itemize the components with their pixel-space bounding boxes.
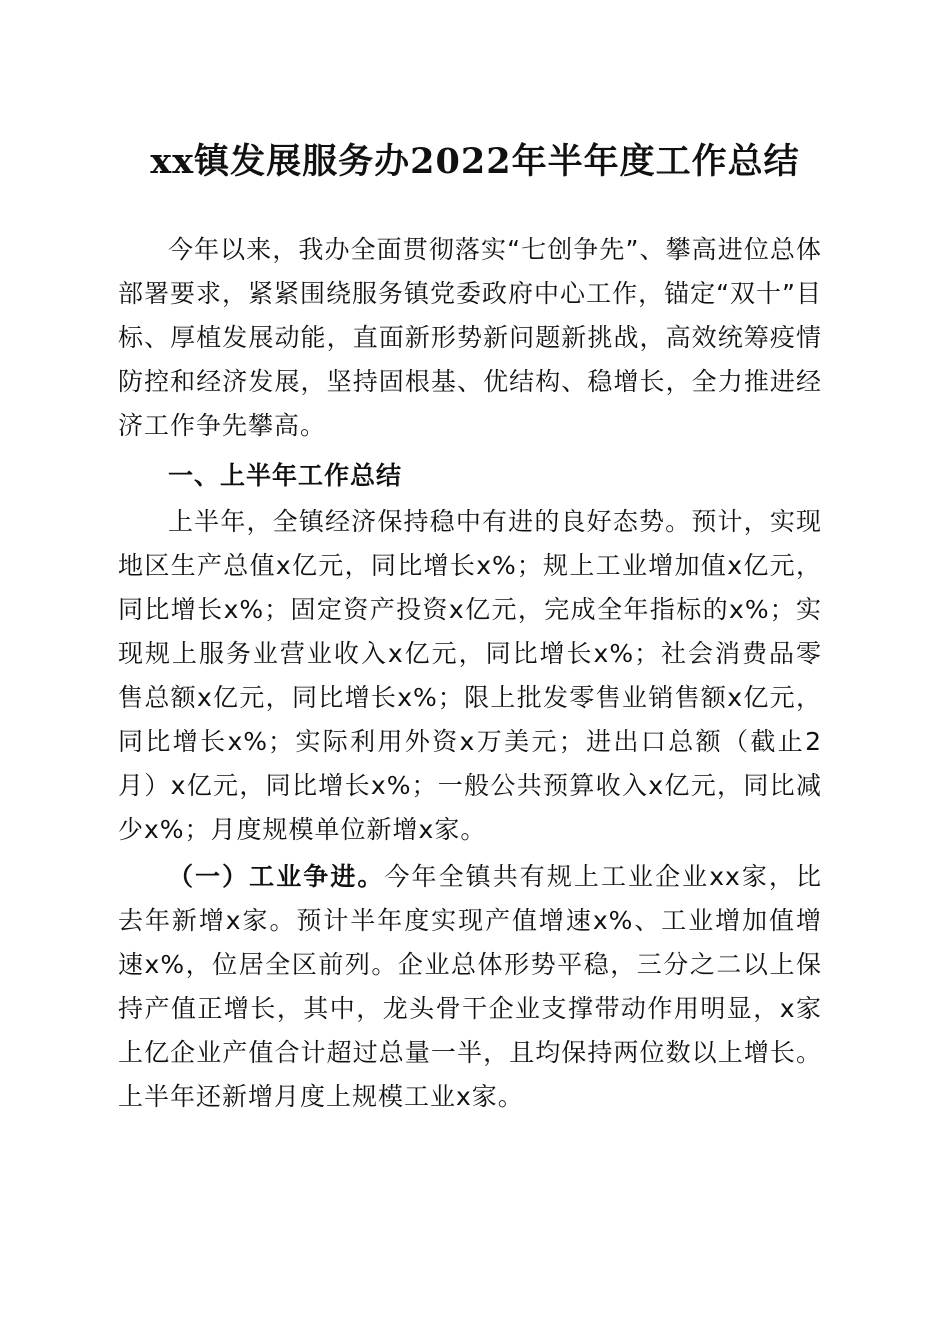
subsection-one-paragraph xyxy=(118,855,822,1119)
document-title: xx镇发展服务办2022年半年度工作总结 xyxy=(150,141,800,182)
intro-paragraph: 今年以来，我办全面贯彻落实“七创争先”、攀高进位总体部署要求，紧紧围绕服务镇党委政府中心工作，锚定“双十”目标、厚植发展动能，直面新形势新问题新挑战，高效统筹疫情防控和经济发展，坚持固根基、优结构、稳增长，全力推进经济工作争先攀高。 xyxy=(118,235,822,440)
subsection-one-text: 今年全镇共有规上工业企业xx家，比去年新增x家。预计半年度实现产值增速x%、工业增加值增速x%，位居全区前列。企业总体形势平稳，三分之二以上保持产值正增长，其中，龙头骨干企业支撑带动作用明显，x家上亿企业产值合计超过总量一半，且均保持两位数以上增长。上半年还新增月度上规模工业x家。 xyxy=(118,862,822,1111)
section-one-paragraph: 上半年，全镇经济保持稳中有进的良好态势。预计，实现地区生产总值x亿元，同比增长x%；规上工业增加值x亿元，同比增长x%；固定资产投资x亿元，完成全年指标的x%；实现规上服务业营业收入x亿元，同比增长x%；社会消费品零售总额x亿元，同比增长x%；限上批发零售业销售额x亿元，同比增长x%；实际利用外资x万美元；进出口总额（截止2月）x亿元，同比增长x%；一般公共预算收入x亿元，同比减少x%；月度规模单位新增x家。 xyxy=(118,507,822,844)
section-one-heading: 一、上半年工作总结 xyxy=(168,461,403,490)
subsection-one-label: （一）工业争进。 xyxy=(168,862,385,891)
